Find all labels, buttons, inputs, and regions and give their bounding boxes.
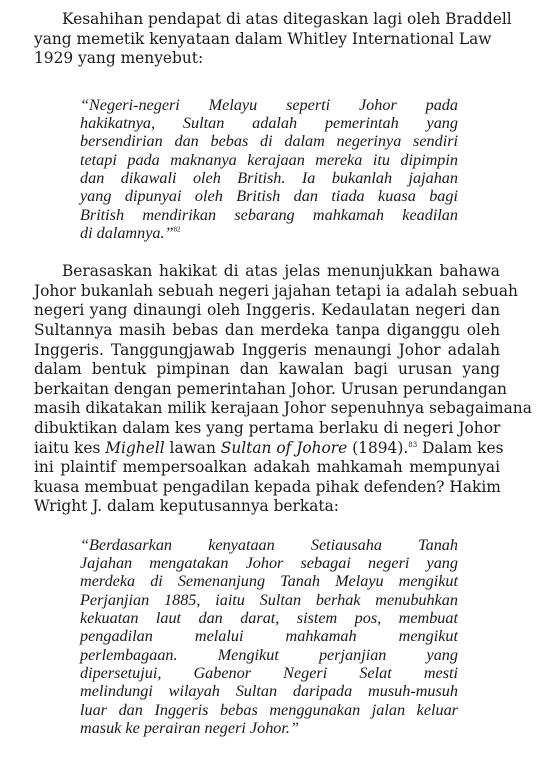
quote-line: hakikatnya, Sultan adalah pemerintah yang xyxy=(80,114,458,133)
text-line: dalam bentuk pimpinan dan kawalan bagi urusan yang xyxy=(34,360,500,379)
case-text: lawan xyxy=(164,438,221,457)
quote-line: merdeka di Semenanjung Tanah Melayu mengikut xyxy=(80,572,458,591)
block-quote-whitley xyxy=(34,96,458,242)
block-quote-wright xyxy=(34,536,458,737)
text-line: Wright J. dalam keputusannya berkata: xyxy=(34,497,339,516)
quote-line: melindungi wilayah Sultan daripada musuh-musuh xyxy=(80,682,458,701)
quote-line: dipersetujui, Gabenor Negeri Selat mesti xyxy=(80,663,458,682)
quote-line: bersendirian dan bebas di dalam negerinya sendiri xyxy=(80,132,458,151)
text-line: yang memetik kenyataan dalam Whitley International Law xyxy=(34,29,492,48)
text-line: masih dikatakan milik kerajaan Johor sepenuhnya sebagaimana xyxy=(34,399,532,418)
quote-line: dan dikawali oleh British. Ia bukanlah jajahan xyxy=(80,168,458,187)
text-line: 1929 yang menyebut: xyxy=(34,49,204,68)
quote-line: pengadilan melalui mahkamah mengikut xyxy=(80,627,458,646)
quote-line: British mendirikan sebarang mahkamah keadilan xyxy=(80,205,458,224)
text-line: dibuktikan dalam kes yang pertama berlaku di negeri Johor xyxy=(34,418,501,437)
text-line: Sultannya masih bebas dan merdeka tanpa diganggu oleh xyxy=(34,320,500,339)
text-line: Berasaskan hakikat di atas jelas menunjukkan bahawa xyxy=(62,262,500,281)
text-line: Johor bukanlah sebuah negeri jajahan tetapi ia adalah sebuah xyxy=(34,281,518,300)
text-line: Inggeris. Tanggungjawab Inggeris menaungi Johor adalah xyxy=(34,340,500,359)
quote-line: Perjanjian 1885, iaitu Sultan berhak menubuhkan xyxy=(80,590,458,609)
quote-line: “Negeri-negeri Melayu seperti Johor pada xyxy=(80,95,458,114)
case-name-mighell: Mighell xyxy=(105,438,165,457)
text-line: Kesahihan pendapat di atas ditegaskan lagi oleh Braddell xyxy=(62,10,512,28)
quote-line: yang dipunyai oleh British dan tiada kuasa bagi xyxy=(80,187,458,206)
paragraph-intro xyxy=(34,10,512,69)
quote-line: perlembagaan. Mengikut perjanjian yang xyxy=(80,645,458,664)
paragraph-analysis xyxy=(34,262,532,517)
footnote-marker: 83 xyxy=(408,440,418,449)
case-name-sultan: Sultan of Johore xyxy=(220,438,348,457)
quote-line xyxy=(80,224,458,242)
case-text: Dalam kes xyxy=(417,438,504,457)
quote-line: luar dan Inggeris bebas menggunakan jalan keluar xyxy=(80,700,458,719)
quote-last-text: di dalamnya.” xyxy=(80,223,174,242)
quote-line: Jajahan mengatakan Johor sebagai negeri yang xyxy=(80,554,458,573)
quote-line: masuk ke perairan negeri Johor.” xyxy=(80,718,299,737)
case-text: iaitu kes xyxy=(34,438,106,457)
document-page xyxy=(34,10,532,737)
quote-line: tetapi pada maknanya kerajaan mereka itu dipimpin xyxy=(80,150,458,169)
footnote-marker: 82 xyxy=(173,225,181,234)
case-year: (1894). xyxy=(347,438,409,457)
text-line: kuasa membuat pengadilan kepada pihak defenden? Hakim xyxy=(34,477,501,496)
text-line: negeri yang dinaungi oleh Inggeris. Kedaulatan negeri dan xyxy=(34,301,500,320)
text-line: berkaitan dengan pemerintahan Johor. Urusan perundangan xyxy=(34,379,507,398)
case-citation-line xyxy=(34,438,504,459)
quote-line: “Berdasarkan kenyataan Setiausaha Tanah xyxy=(80,535,458,554)
quote-line: kekuatan laut dan darat, sistem pos, membuat xyxy=(80,609,458,628)
text-line: ini plaintif mempersoalkan adakah mahkamah mempunyai xyxy=(34,458,500,477)
